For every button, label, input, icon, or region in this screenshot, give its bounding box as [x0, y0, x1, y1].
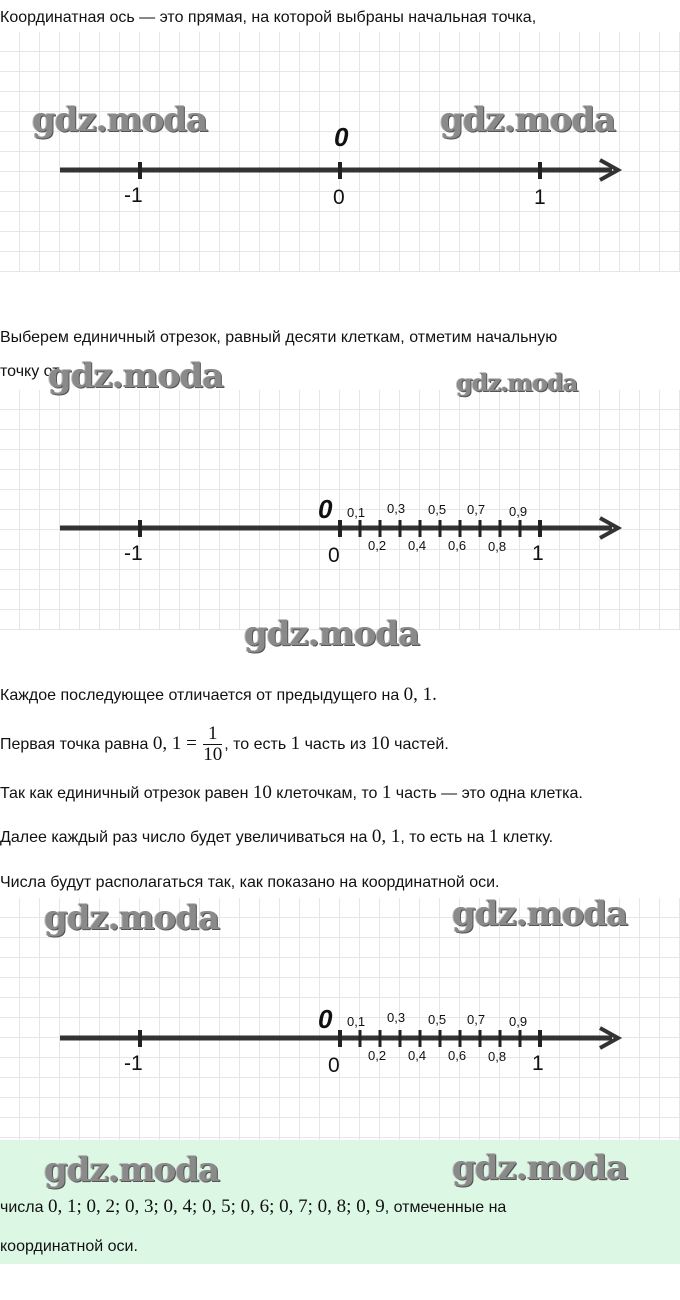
math-value: 1 [290, 733, 301, 754]
numerator: 1 [203, 724, 222, 745]
watermark: gdz.moda [44, 898, 220, 938]
text: , то есть на [400, 829, 489, 846]
decimal-label: 0,1 [347, 1014, 366, 1029]
decimal-label: 0,6 [448, 1048, 467, 1063]
paragraph-increment [0, 826, 553, 849]
number-line-3 [0, 898, 680, 1140]
paragraph-first-point [0, 718, 449, 770]
tick-label-zero: 0 [328, 1054, 340, 1077]
answer-values: 0, 1; 0, 2; 0, 3; 0, 4; 0, 5; 0, 6; 0, 7; 0, 8; 0, 9 [47, 1196, 385, 1217]
decimal-label: 0,6 [448, 538, 467, 553]
watermark: gdz.moda [244, 614, 420, 654]
text: часть — это одна клетка. [391, 785, 583, 802]
tick-label-minus-one: -1 [124, 542, 143, 565]
decimal-label: 0,3 [387, 1010, 406, 1025]
tick-label-zero: 0 [328, 544, 340, 567]
figure-1-axis [0, 32, 680, 272]
origin-label: 0 [334, 122, 349, 152]
origin-label: 0 [318, 1004, 333, 1034]
tick-label-minus-one: -1 [124, 1052, 143, 1075]
math-value: 0, 1. [403, 684, 437, 705]
tick-label-one: 1 [532, 1052, 544, 1075]
watermark: gdz.moda [452, 894, 628, 934]
choose-unit-text-line1: Выберем единичный отрезок, равный десяти клеткам, отметим начальную [0, 329, 558, 346]
number-line-1 [0, 32, 680, 272]
watermark: gdz.moda [44, 1150, 220, 1190]
watermark: gdz.moda [48, 356, 224, 396]
denominator: 10 [203, 744, 223, 766]
fraction-one-tenth [203, 724, 222, 765]
text: числа [0, 1199, 44, 1216]
text: частей. [389, 736, 449, 753]
decimal-label: 0,9 [509, 504, 528, 519]
number-line-2 [0, 390, 680, 630]
answer-line1 [0, 1196, 506, 1219]
math-value: 0, 1 = [152, 733, 197, 754]
text: клетку. [498, 829, 554, 846]
watermark: gdz.moda [452, 1148, 628, 1188]
figure-2-axis [0, 390, 680, 654]
choose-unit-text-line2: точку от [0, 363, 60, 380]
math-value: 10 [370, 733, 390, 754]
tick-label-one: 1 [534, 186, 546, 209]
decimal-label: 0,7 [467, 1012, 486, 1027]
decimal-label: 0,3 [387, 501, 406, 516]
intro-text: Координатная ось — это прямая, на которой выбраны начальная точка, [0, 9, 537, 26]
tick-label-minus-one: -1 [124, 184, 143, 207]
text: Первая точка равна [0, 736, 153, 753]
answer-block [0, 1140, 680, 1264]
watermark: gdz.moda [32, 100, 208, 140]
text: часть из [300, 736, 371, 753]
paragraph-arrangement: Числа будут располагаться так, как показано на координатной оси. [0, 874, 500, 891]
decimal-label: 0,9 [509, 1014, 528, 1029]
decimal-label: 0,8 [488, 1049, 507, 1064]
tick-label-zero: 0 [333, 186, 345, 209]
math-value: 0, 1 [371, 826, 401, 847]
math-value: 10 [252, 782, 272, 803]
text: клеточкам, то [271, 785, 382, 802]
origin-label: 0 [318, 494, 333, 524]
math-value: 1 [381, 782, 392, 803]
watermark: gdz.moda [440, 100, 616, 140]
decimal-label: 0,7 [467, 502, 486, 517]
answer-line2: координатной оси. [0, 1238, 138, 1255]
text: Так как единичный отрезок равен [0, 785, 253, 802]
decimal-label: 0,8 [488, 539, 507, 554]
figure-3-axis [0, 894, 680, 1140]
math-value: 1 [488, 826, 499, 847]
decimal-label: 0,2 [368, 538, 387, 553]
decimal-label: 0,4 [408, 1048, 427, 1063]
decimal-label: 0,5 [428, 1012, 447, 1027]
text: , отмеченные на [384, 1199, 507, 1216]
watermark: gdz.moda [456, 368, 578, 397]
decimal-label: 0,2 [368, 1048, 387, 1063]
decimal-label: 0,1 [347, 505, 366, 520]
text: , то есть [224, 736, 291, 753]
tick-label-one: 1 [532, 542, 544, 565]
decimal-label: 0,4 [408, 538, 427, 553]
paragraph-difference [0, 684, 437, 707]
text: Далее каждый раз число будет увеличиваться на [0, 829, 372, 846]
paragraph-unit-segment [0, 782, 583, 805]
text: Каждое последующее отличается от предыдущего на [0, 687, 404, 704]
decimal-label: 0,5 [428, 502, 447, 517]
